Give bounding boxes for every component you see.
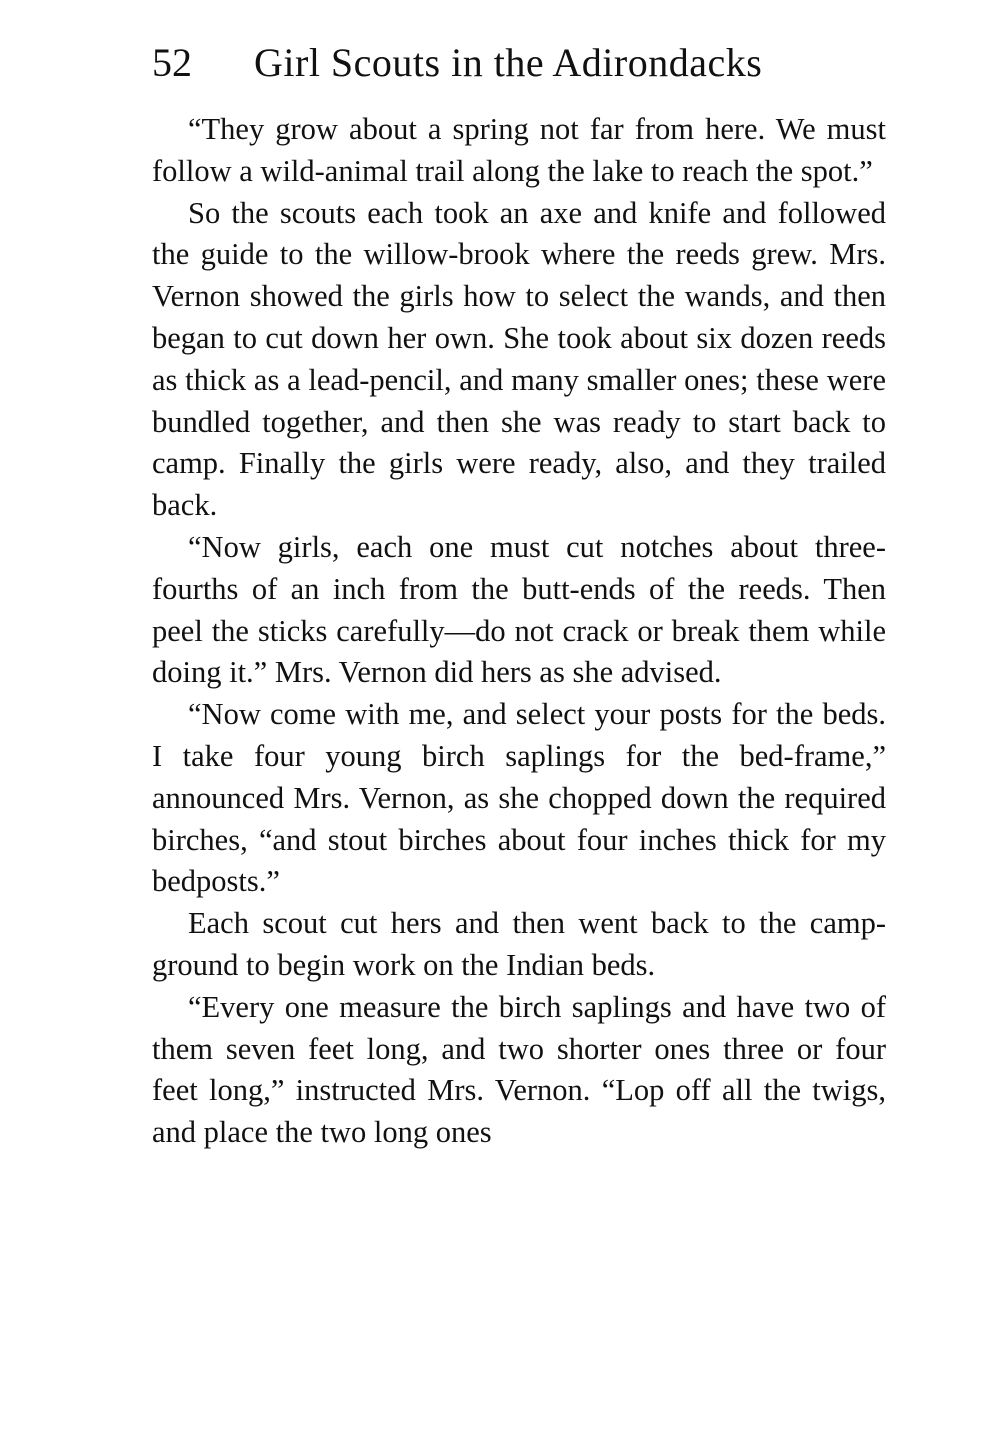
page-number: 52 (152, 40, 192, 85)
running-title: Girl Scouts in the Adirondacks (254, 40, 763, 85)
paragraph: “Now come with me, and select your posts for the beds. I take four young birch saplings for the bed-frame,” announced Mrs. Vernon, as she chopped down the required birches, “and stout birches about four inches thick for my bedposts.” (152, 697, 886, 899)
paragraph: So the scouts each took an axe and knife and followed the guide to the willow-brook where the reeds grew. Mrs. Vernon showed the girls how to select the wands, and then began to cut down her own. She took about six dozen reeds as thick as a lead-pencil, and many smaller ones; these were bundled together, and then she was ready to start back to camp. Finally the girls were ready, also, and they trailed back. (152, 195, 886, 523)
paragraph: “Every one measure the birch saplings and have two of them seven feet long, and two shorter ones three or four feet long,” instructed Mrs. Vernon. “Lop off all the twigs, and place the two long ones (152, 989, 886, 1150)
body-text (152, 109, 886, 1154)
paragraph: “They grow about a spring not far from here. We must follow a wild-animal trail along the lake to reach the spot.” (152, 112, 886, 188)
paragraph: Each scout cut hers and then went back to the camp-ground to begin work on the Indian beds. (152, 906, 886, 982)
page-header (152, 38, 892, 98)
paragraph: “Now girls, each one must cut notches about three-fourths of an inch from the butt-ends of the reeds. Then peel the sticks carefully—do not crack or break them while doing it.” Mrs. Vernon did hers as she advised. (152, 529, 886, 690)
